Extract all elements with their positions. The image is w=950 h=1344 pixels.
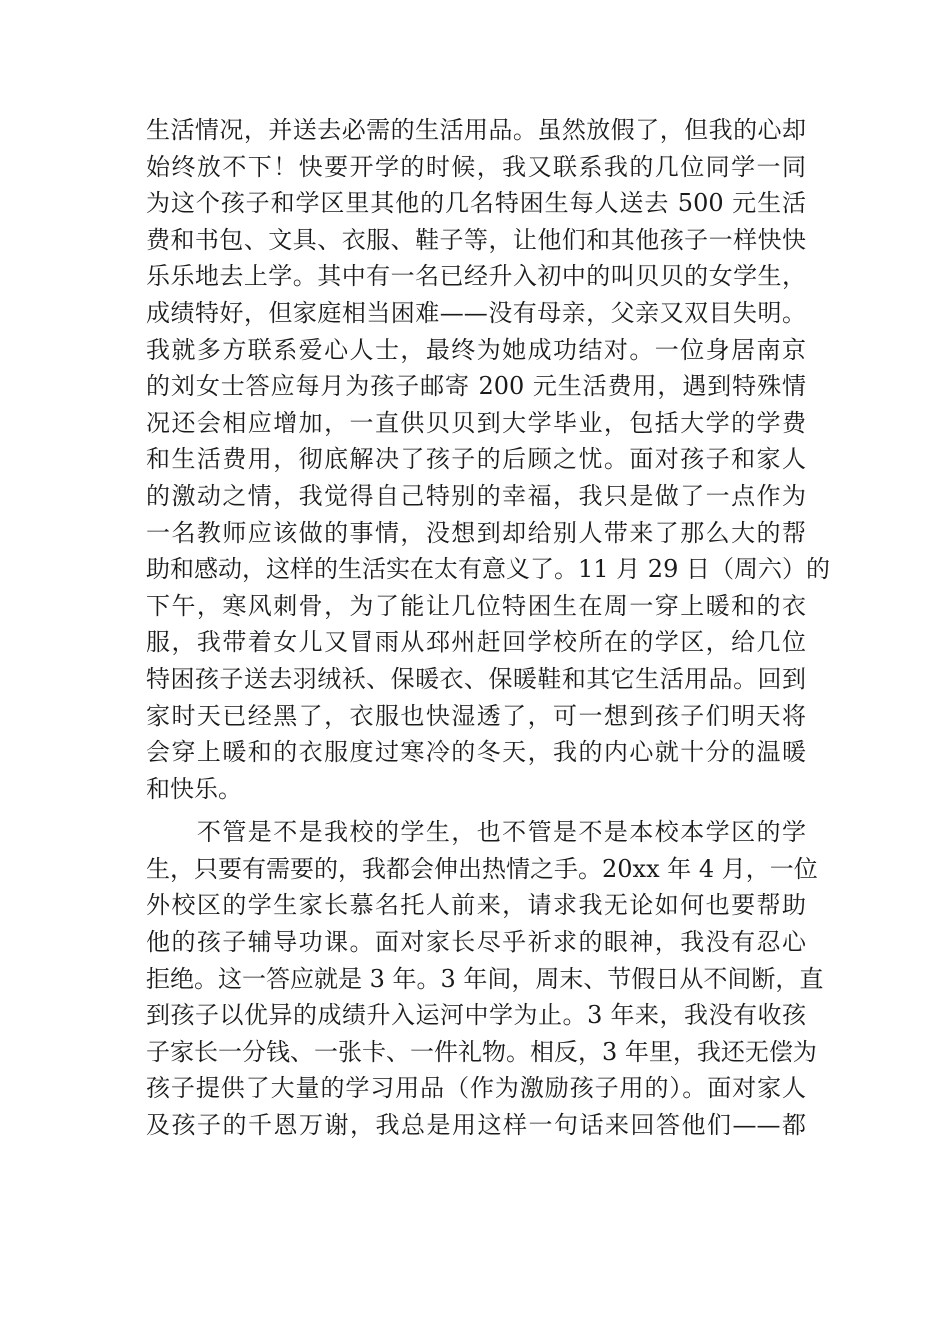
text-line: 的激动之情，我觉得自己特别的幸福，我只是做了一点作为 (146, 481, 806, 510)
text-line: 始终放不下！快要开学的时候，我又联系我的几位同学一同 (146, 152, 806, 181)
text-line: 助和感动，这样的生活实在太有意义了。11 月 29 日（周六）的 (146, 555, 830, 584)
text-line: 他的孩子辅导功课。面对家长尽乎祈求的眼神，我没有忍心 (146, 928, 806, 957)
text-line: 子家长一分钱、一张卡、一件礼物。相反，3 年里，我还无偿为 (146, 1037, 817, 1066)
paragraph-2 (146, 814, 824, 1143)
text-line: 的刘女士答应每月为孩子邮寄 200 元生活费用，遇到特殊情 (146, 372, 806, 401)
text-line: 不管是不是我校的学生，也不管是不是本校本学区的学 (146, 818, 806, 847)
text-line: 为这个孩子和学区里其他的几名特困生每人送去 500 元生活 (146, 189, 806, 218)
text-line: 服，我带着女儿又冒雨从邳州赶回学校所在的学区，给几位 (146, 628, 806, 657)
text-line: 会穿上暖和的衣服度过寒冷的冬天，我的内心就十分的温暖 (146, 738, 806, 767)
document-page (146, 112, 830, 1144)
paragraph-gap (146, 807, 806, 814)
text-line: 生活情况，并送去必需的生活用品。虽然放假了，但我的心却 (146, 116, 806, 144)
text-line: 一名教师应该做的事情，没想到却给别人带来了那么大的帮 (146, 518, 806, 547)
text-line: 下午，寒风刺骨，为了能让几位特困生在周一穿上暖和的衣 (146, 591, 806, 620)
text-line: 况还会相应增加，一直供贝贝到大学毕业，包括大学的学费 (146, 408, 806, 437)
text-line: 费和书包、文具、衣服、鞋子等，让他们和其他孩子一样快快 (146, 225, 806, 254)
text-line: 生，只要有需要的，我都会伸出热情之手。20xx 年 4 月，一位 (146, 854, 818, 883)
text-line: 乐乐地去上学。其中有一名已经升入初中的叫贝贝的女学生， (146, 262, 806, 291)
text-line: 家时天已经黑了，衣服也快湿透了，可一想到孩子们明天将 (146, 701, 806, 730)
text-line: 拒绝。这一答应就是 3 年。3 年间，周末、节假日从不间断，直 (146, 964, 824, 993)
text-line: 外校区的学生家长慕名托人前来，请求我无论如何也要帮助 (146, 891, 806, 920)
text-line: 和快乐。 (146, 774, 242, 803)
text-line: 成绩特好，但家庭相当困难——没有母亲，父亲又双目失明。 (146, 298, 806, 327)
paragraph-1 (146, 112, 830, 807)
text-line: 孩子提供了大量的学习用品（作为激励孩子用的）。面对家人 (146, 1074, 806, 1103)
text-line: 特困孩子送去羽绒袄、保暖衣、保暖鞋和其它生活用品。回到 (146, 664, 806, 693)
text-line: 我就多方联系爱心人士，最终为她成功结对。一位身居南京 (146, 335, 806, 364)
text-line: 和生活费用，彻底解决了孩子的后顾之忧。面对孩子和家人 (146, 445, 806, 474)
text-line: 到孩子以优异的成绩升入运河中学为止。3 年来，我没有收孩 (146, 1001, 806, 1030)
text-line: 及孩子的千恩万谢，我总是用这样一句话来回答他们——都 (146, 1111, 806, 1140)
